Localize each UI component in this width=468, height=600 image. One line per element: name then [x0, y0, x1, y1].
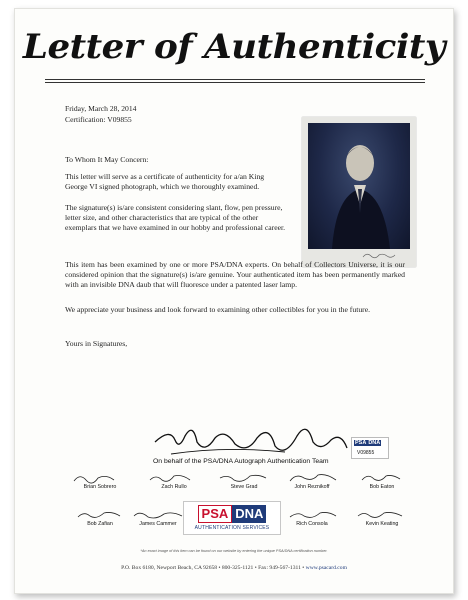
authenticator-8: Rich Consola [277, 509, 347, 527]
paragraph-2: The signature(s) is/are consistent considering slant, flow, pen pressure, letter size, and other characteristics that are typical of the other exemplars that we have examined in our hobby and professional career. [65, 203, 286, 232]
company-address [15, 565, 453, 571]
authenticator-2: Zach Rullo [139, 472, 209, 490]
photo-portrait [308, 123, 410, 249]
authenticator-9: Kevin Keating [347, 509, 417, 527]
authenticator-1: Brian Sobrero [65, 472, 135, 490]
closing: Yours in Signatures, [65, 339, 128, 348]
letter-date: Friday, March 28, 2014 [65, 104, 137, 113]
authenticator-4: John Reznikoff [277, 472, 347, 490]
logo-psa: PSA [198, 505, 233, 523]
team-line: On behalf of the PSA/DNA Autograph Authentication Team [153, 458, 329, 465]
website-link[interactable]: www.psacard.com [305, 565, 347, 571]
authenticator-5: Bob Eaton [347, 472, 417, 490]
paragraph-4: We appreciate your business and look forward to examining other collectibles for you in the future. [65, 305, 371, 314]
salutation: To Whom It May Concern: [65, 155, 149, 164]
letter-meta [65, 104, 136, 125]
paragraph-1: This letter will serve as a certificate of authenticity for a/an King George VI signed photograph, which we thoroughly examined. [65, 172, 265, 191]
psa-certification-sticker [351, 437, 389, 459]
authenticator-3: Steve Grad [209, 472, 279, 490]
certification-number: Certification: V09855 [65, 114, 132, 124]
portrait-figure [308, 123, 410, 249]
paragraph-3: This item has been examined by one or more PSA/DNA experts. On behalf of Collectors Universe, it is our considered opinion that the signature(s) is/are genuine. Your authenticated item has been permanently marked with an invisible DNA daub that will fluoresce under a patented laser lamp. [65, 260, 405, 289]
footnote: *An exact image of this item can be found on our website by entering the unique PSA/DNA certification number. [140, 549, 328, 553]
letter-page [14, 8, 454, 594]
logo-dna: DNA [232, 505, 266, 523]
sticker-number: V09855 [357, 450, 375, 456]
signed-photograph [302, 117, 416, 267]
logo-subtitle: AUTHENTICATION SERVICES [194, 525, 270, 531]
authenticator-6: Bob Zafian [65, 509, 135, 527]
sticker-logo: PSA DNA [355, 440, 381, 446]
title-rule-bottom [45, 82, 425, 83]
title-rule-top [45, 79, 425, 80]
psa-dna-logo [183, 501, 281, 535]
address-text: P.O. Box 6180, Newport Beach, CA 92658 • 800-325-1121 • Fax: 949-567-1311 • [121, 565, 306, 571]
letter-title: Letter of Authenticity [22, 27, 446, 67]
authenticator-7: James Cammer [123, 509, 193, 527]
